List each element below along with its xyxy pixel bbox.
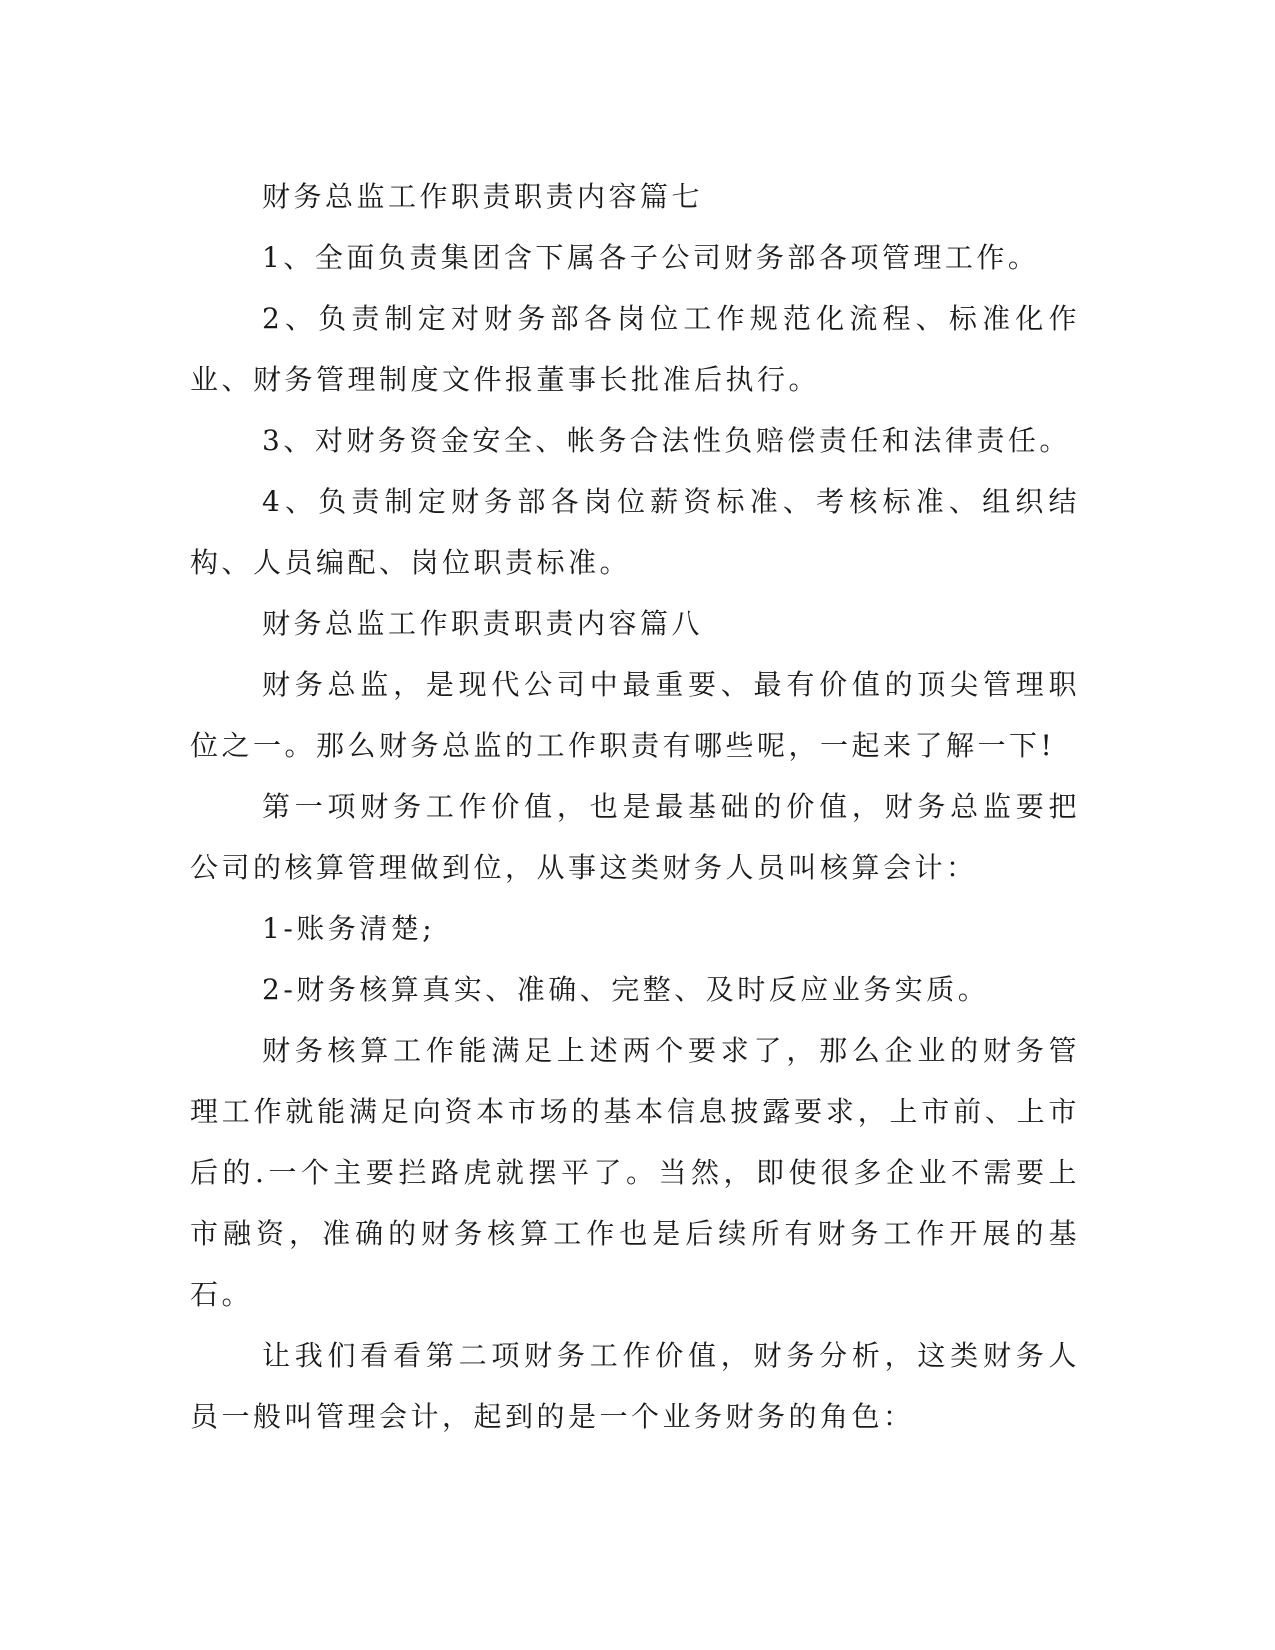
paragraph-intro: 财务总监，是现代公司中最重要、最有价值的顶尖管理职位之一。那么财务总监的工作职责有哪些呢，一起来了解一下!	[190, 668, 1080, 762]
section-heading-8: 财务总监工作职责职责内容篇八	[262, 607, 704, 640]
paragraph-value-1: 第一项财务工作价值，也是最基础的价值，财务总监要把公司的核算管理做到位，从事这类财务人员叫核算会计：	[190, 790, 1080, 884]
section-heading-7: 财务总监工作职责职责内容篇七	[262, 180, 704, 213]
paragraph-duty-3: 3、对财务资金安全、帐务合法性负赔偿责任和法律责任。	[262, 424, 1071, 457]
paragraph-item-1: 1-账务清楚;	[262, 912, 436, 945]
paragraph-accounting: 财务核算工作能满足上述两个要求了，那么企业的财务管理工作就能满足向资本市场的基本信息披露要求，上市前、上市后的.一个主要拦路虎就摆平了。当然，即使很多企业不需要上市融资，准确的财务核算工作也是后续所有财务工作开展的基石。	[190, 1034, 1080, 1311]
paragraph-duty-2: 2、负责制定对财务部各岗位工作规范化流程、标准化作业、财务管理制度文件报董事长批准后执行。	[190, 302, 1080, 396]
paragraph-duty-1: 1、全面负责集团含下属各子公司财务部各项管理工作。	[262, 241, 1040, 274]
document-body	[190, 166, 1080, 1447]
paragraph-duty-4: 4、负责制定财务部各岗位薪资标准、考核标准、组织结构、人员编配、岗位职责标准。	[190, 485, 1080, 579]
paragraph-value-2: 让我们看看第二项财务工作价值，财务分析，这类财务人员一般叫管理会计，起到的是一个业务财务的角色：	[190, 1339, 1080, 1433]
paragraph-item-2: 2-财务核算真实、准确、完整、及时反应业务实质。	[262, 973, 990, 1006]
